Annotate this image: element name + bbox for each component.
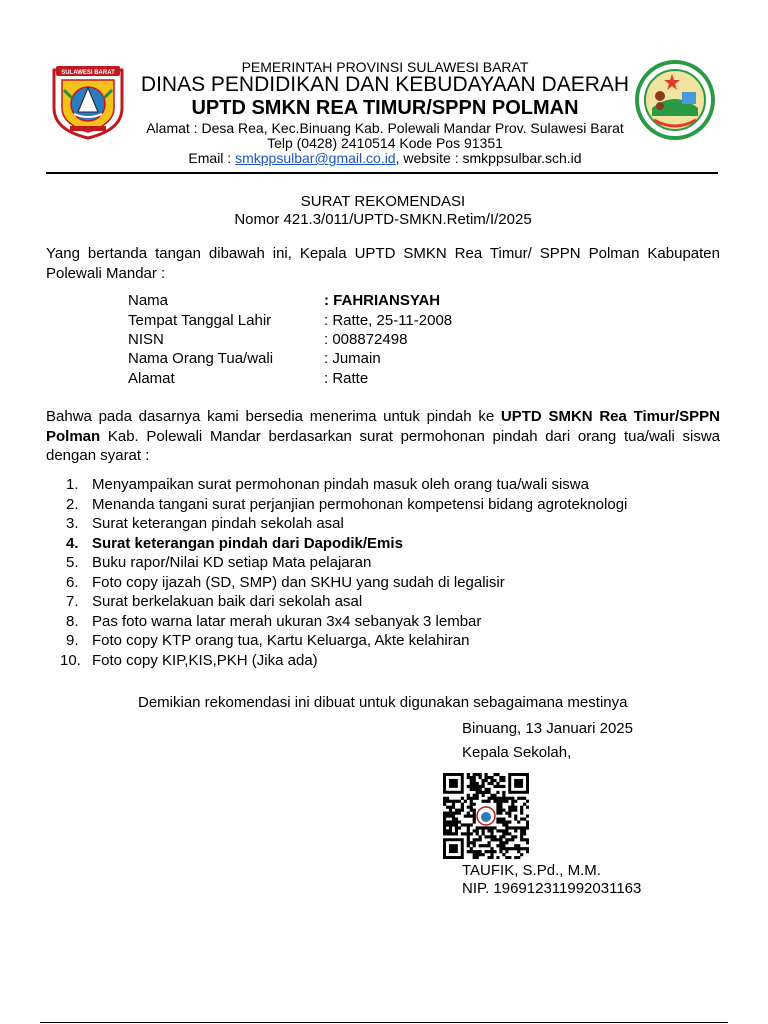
detail-label: Alamat xyxy=(128,370,175,387)
list-text: Menanda tangani surat perjanjian permohonan kompetensi bidang agroteknologi xyxy=(92,495,628,513)
school-contact xyxy=(130,150,640,166)
detail-value: : Ratte xyxy=(324,370,369,387)
page-bottom-line xyxy=(40,1022,728,1023)
list-item xyxy=(66,475,627,495)
list-text: Menyampaikan surat permohonan pindah masuk oleh orang tua/wali siswa xyxy=(92,476,589,493)
detail-label: NISN xyxy=(128,331,164,348)
list-number: 6. xyxy=(66,573,79,591)
list-item xyxy=(66,573,627,593)
closing-statement: Demikian rekomendasi ini dibuat untuk digunakan sebagaimana mestinya xyxy=(138,694,628,711)
body-paragraph xyxy=(46,407,720,466)
list-text: Buku rapor/Nilai KD setiap Mata pelajaran xyxy=(92,554,372,571)
list-text: Foto copy KIP,KIS,PKH (Jika ada) xyxy=(92,651,318,669)
qr-code-signature xyxy=(443,773,529,859)
list-item xyxy=(66,553,627,573)
detail-value: : 008872498 xyxy=(324,331,408,348)
detail-label: Tempat Tanggal Lahir xyxy=(128,312,272,329)
province-logo xyxy=(46,60,130,140)
requirements-list xyxy=(60,475,628,670)
signer-position: Kepala Sekolah, xyxy=(462,744,572,761)
list-number: 2. xyxy=(66,495,79,513)
body-school-name: UPTD SMKN Rea Timur/SPPN Polman xyxy=(46,408,720,445)
school-phone: Telp (0428) 2410514 Kode Pos 91351 xyxy=(267,135,503,151)
list-item xyxy=(66,592,627,612)
list-number: 4. xyxy=(66,534,79,552)
list-text: Surat keterangan pindah sekolah asal xyxy=(92,515,344,532)
list-item xyxy=(66,495,627,515)
letter-number: Nomor 421.3/011/UPTD-SMKN.Retim/I/2025 xyxy=(234,211,532,228)
place-date: Binuang, 13 Januari 2025 xyxy=(462,720,633,737)
detail-value: : Jumain xyxy=(324,350,381,367)
list-text: Surat keterangan pindah dari Dapodik/Emis xyxy=(92,534,403,552)
list-item xyxy=(66,514,627,534)
letter-title: SURAT REKOMENDASI xyxy=(300,193,466,210)
school-logo xyxy=(632,60,718,140)
signer-name: TAUFIK, S.Pd., M.M. xyxy=(462,862,601,879)
list-item xyxy=(60,651,627,671)
list-text: Foto copy KTP orang tua, Kartu Keluarga, Akte kelahiran xyxy=(92,632,470,649)
header-divider xyxy=(46,172,718,174)
intro-paragraph: Yang bertanda tangan dibawah ini, Kepala UPTD SMKN Rea Timur/ SPPN Polman Kabupaten Polewali Mandar : xyxy=(46,245,720,282)
province-logo-label: SULAWESI BARAT xyxy=(61,70,115,76)
list-text: Foto copy ijazah (SD, SMP) dan SKHU yang sudah di legalisir xyxy=(92,573,505,591)
list-text: Surat berkelakuan baik dari sekolah asal xyxy=(92,593,363,610)
detail-label: Nama xyxy=(128,292,169,309)
list-number: 10. xyxy=(60,651,81,669)
signer-nip: NIP. 196912311992031163 xyxy=(462,880,642,897)
list-number: 3. xyxy=(66,515,79,532)
list-number: 7. xyxy=(66,593,79,610)
body-text-post: Kab. Polewali Mandar berdasarkan surat permohonan pindah dari orang tua/wali siswa dengan syarat : xyxy=(46,427,720,464)
body-text-pre: Bahwa pada dasarnya kami bersedia menerima untuk pindah ke xyxy=(46,408,501,425)
list-number: 8. xyxy=(66,612,79,630)
email-label: Email : xyxy=(188,150,236,166)
detail-label: Nama Orang Tua/wali xyxy=(128,350,274,367)
email-link[interactable]: smkppsulbar@gmail.co.id xyxy=(235,150,396,166)
list-number: 1. xyxy=(66,476,79,493)
school-name: UPTD SMKN REA TIMUR/SPPN POLMAN xyxy=(191,97,579,119)
list-item xyxy=(66,631,627,651)
list-item xyxy=(66,612,627,632)
list-number: 5. xyxy=(66,554,79,571)
list-number: 9. xyxy=(66,632,79,649)
website-text: , website : smkppsulbar.sch.id xyxy=(395,150,582,166)
school-address: Alamat : Desa Rea, Kec.Binuang Kab. Polewali Mandar Prov. Sulawesi Barat xyxy=(146,120,624,136)
list-item xyxy=(66,534,627,554)
list-text: Pas foto warna latar merah ukuran 3x4 sebanyak 3 lembar xyxy=(92,612,482,630)
government-line: PEMERINTAH PROVINSI SULAWESI BARAT xyxy=(241,59,529,75)
detail-value: : Ratte, 25-11-2008 xyxy=(324,312,453,329)
agency-name: DINAS PENDIDIKAN DAN KEBUDAYAAN DAERAH xyxy=(140,73,630,96)
detail-value: : FAHRIANSYAH xyxy=(324,292,441,309)
